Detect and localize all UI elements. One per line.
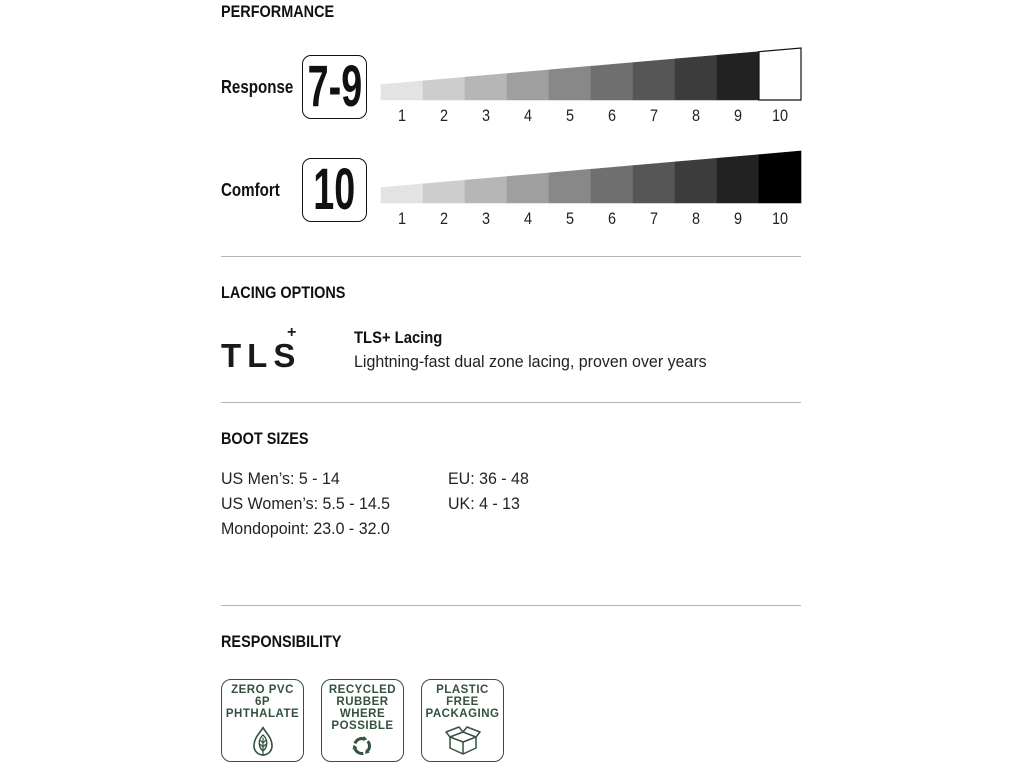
scale-number: 5 [565,106,575,125]
scale-number: 9 [733,209,743,228]
badge-line: 6P [254,695,271,708]
badge-line: ZERO PVC [231,683,294,696]
size-uk: UK: 4 - 13 [448,494,520,513]
badge-line: PACKAGING [425,707,500,720]
badge-recycled-rubber [321,679,404,762]
size-mondopoint: Mondopoint: 23.0 - 32.0 [221,519,390,538]
scale-segment-filled-5 [549,66,591,100]
scale-number: 6 [607,209,617,228]
scale-segment-filled-8 [675,55,717,100]
section-divider [221,402,801,403]
rating-value-box [302,55,367,119]
scale-number: 6 [607,106,617,125]
scale-number: 2 [439,209,449,228]
rating-value: 7-9 [307,54,362,119]
scale-segment-filled-8 [675,158,717,203]
scale-number: 1 [397,106,407,125]
scale-segment-filled-3 [465,177,507,203]
sizes-column-eu-uk [448,466,534,516]
rating-scale-bar [370,40,810,104]
size-us-men: US Men’s: 5 - 14 [221,469,340,488]
badge-zero-pvc [221,679,304,762]
rating-label: Comfort [221,180,280,200]
scale-number: 3 [481,106,491,125]
scale-segment-filled-7 [633,162,675,203]
scale-segment-filled-7 [633,59,675,100]
scale-segment-filled-6 [591,166,633,203]
scale-number: 3 [481,209,491,228]
scale-segment-filled-4 [507,173,549,203]
section-divider [221,605,801,606]
scale-segment-filled-5 [549,169,591,203]
scale-segment-filled-3 [465,74,507,100]
scale-number: 7 [649,106,659,125]
scale-segment-filled-10 [759,151,801,203]
scale-number: 2 [439,106,449,125]
scale-segment-filled-1 [381,184,423,203]
scale-segment-filled-1 [381,81,423,100]
rating-label: Response [221,77,294,97]
scale-number: 5 [565,209,575,228]
rating-row-comfort [221,143,811,231]
badge-plastic-free [421,679,504,762]
sizes-column-us [221,466,401,541]
badge-text [322,684,403,732]
badge-line: RUBBER [336,695,389,708]
tls-plus-logo [221,324,302,374]
scale-segment-filled-4 [507,70,549,100]
lacing-heading: LACING OPTIONS [221,283,346,302]
scale-number: 10 [771,209,789,228]
scale-number: 9 [733,106,743,125]
scale-number: 10 [771,106,789,125]
lacing-title: TLS+ Lacing [354,328,443,347]
size-us-women: US Women’s: 5.5 - 14.5 [221,494,391,513]
badge-text [422,684,503,720]
scale-segment-filled-6 [591,63,633,100]
badge-text [222,684,303,720]
recycle-icon [351,735,373,757]
scale-segment-filled-2 [423,180,465,203]
scale-number: 8 [691,106,701,125]
badge-line: RECYCLED [328,683,397,696]
scale-number: 4 [523,106,533,125]
rating-scale-bar [370,143,810,207]
tls-logo-text: TLS [221,337,302,374]
size-eu: EU: 36 - 48 [448,469,529,488]
scale-segment-filled-9 [717,52,759,100]
responsibility-heading: RESPONSIBILITY [221,632,342,651]
rating-value: 10 [313,157,356,222]
badge-line: FREE [446,695,479,708]
scale-numbers [381,210,801,228]
rating-value-box [302,158,367,222]
badge-line: WHERE [339,707,386,720]
scale-segment-filled-2 [423,77,465,100]
scale-number: 8 [691,209,701,228]
tls-logo-plus: + [287,324,297,341]
boot-sizes-heading: BOOT SIZES [221,429,309,448]
leaf-drop-icon [251,726,275,758]
lacing-description: Lightning-fast dual zone lacing, proven over years [354,352,707,371]
scale-number: 4 [523,209,533,228]
scale-number: 1 [397,209,407,228]
badge-line: PHTHALATE [225,707,300,720]
badge-line: POSSIBLE [331,719,394,732]
scale-numbers [381,107,801,125]
scale-segment-empty-10 [759,48,801,100]
section-divider [221,256,801,257]
rating-row-response [221,40,811,128]
scale-segment-filled-9 [717,155,759,203]
open-box-icon [444,726,482,756]
performance-heading: PERFORMANCE [221,2,335,21]
scale-number: 7 [649,209,659,228]
badge-line: PLASTIC [436,683,489,696]
